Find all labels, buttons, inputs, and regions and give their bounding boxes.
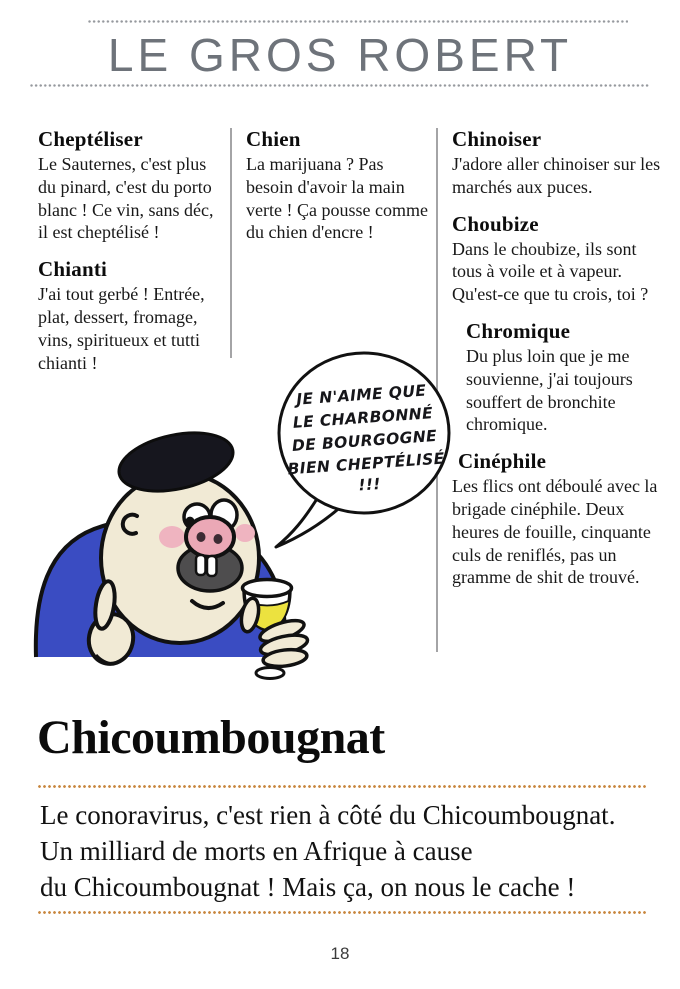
feature-dotted-rule [38,785,648,788]
masthead-dotted-rule [30,84,650,87]
entry-definition: Du plus loin que je me souvienne, j'ai toujours souffert de bronchite chromique. [466,345,633,435]
entry-word: Chinoiser [452,127,542,151]
entry-definition: Le Sauternes, c'est plus du pinard, c'est du porto blanc ! Ce vin, sans déc, il est cheptélisé ! [38,154,214,243]
entry-definition: J'adore aller chinoiser sur les marchés aux puces. [452,154,661,197]
dictionary-column [38,127,226,387]
column-divider [230,128,232,358]
speech-bubble-text-line: !!! [357,474,382,495]
entry-word: Cinéphile [458,449,547,474]
dictionary-entry [452,212,664,306]
dictionary-entry [246,127,430,244]
glass-rim [243,580,292,597]
entry-word: Chromique [466,318,571,343]
entry-definition: Les flics ont déboulé avec la brigade cinéphile. Deux heures de fouille, cinquante culs de reniflés, pas un gramme de shit de trouvé. [452,476,658,588]
feature-body [40,797,660,905]
feature-title: Chicoumbougnat [37,711,385,764]
page-number: 18 [330,944,350,963]
entry-word: Choubize [452,211,539,236]
dictionary-column [246,127,430,257]
dictionary-entry [452,319,664,436]
dictionary-entry [38,257,226,374]
entry-word: Cheptéliser [38,127,143,151]
dictionary-entry [38,127,226,244]
entry-definition: J'ai tout gerbé ! Entrée, plat, dessert, fromage, vins, spiritueux et tutti chianti ! [38,284,205,373]
speech-bubble-text-line: JE N'AIME QUE [295,381,427,409]
left-cheek [159,526,185,548]
top-dotted-rule [88,20,628,23]
nostril [197,532,206,542]
speech-bubble [262,338,462,553]
speech-bubble-text-line: DE BOURGOGNE [291,426,438,456]
nostril [214,534,223,544]
entry-word: Chianti [38,257,108,282]
speech-bubble-text-line: LE CHARBONNÉ [292,404,434,432]
entry-word: Chien [246,127,301,151]
glass-foot [256,668,284,679]
feature-dotted-rule [38,911,648,914]
entry-definition: Dans le choubize, ils sont tous à voile et à vapeur. Qu'est-ce que tu crois, toi ? [452,238,649,305]
entry-definition: La marijuana ? Pas besoin d'avoir la main verte ! Ça pousse comme du chien d'encre ! [246,154,428,243]
feature-body-line: du Chicoumbougnat ! Mais ça, on nous le cache ! [40,872,576,902]
dictionary-entry [452,449,664,589]
tooth [207,556,217,576]
feature-body-line: Le conoravirus, c'est rien à côté du Chicoumbougnat. [40,800,616,830]
page-title: LE GROS ROBERT [107,29,573,81]
right-cheek [235,524,255,542]
tooth [196,555,206,575]
dictionary-column [452,127,664,602]
dictionary-entry [452,127,664,199]
pig-snout [186,517,234,557]
feature-body-line: Un milliard de morts en Afrique à cause [40,836,473,866]
speech-bubble-text-line: BIEN CHEPTÉLISÉ [287,449,446,479]
